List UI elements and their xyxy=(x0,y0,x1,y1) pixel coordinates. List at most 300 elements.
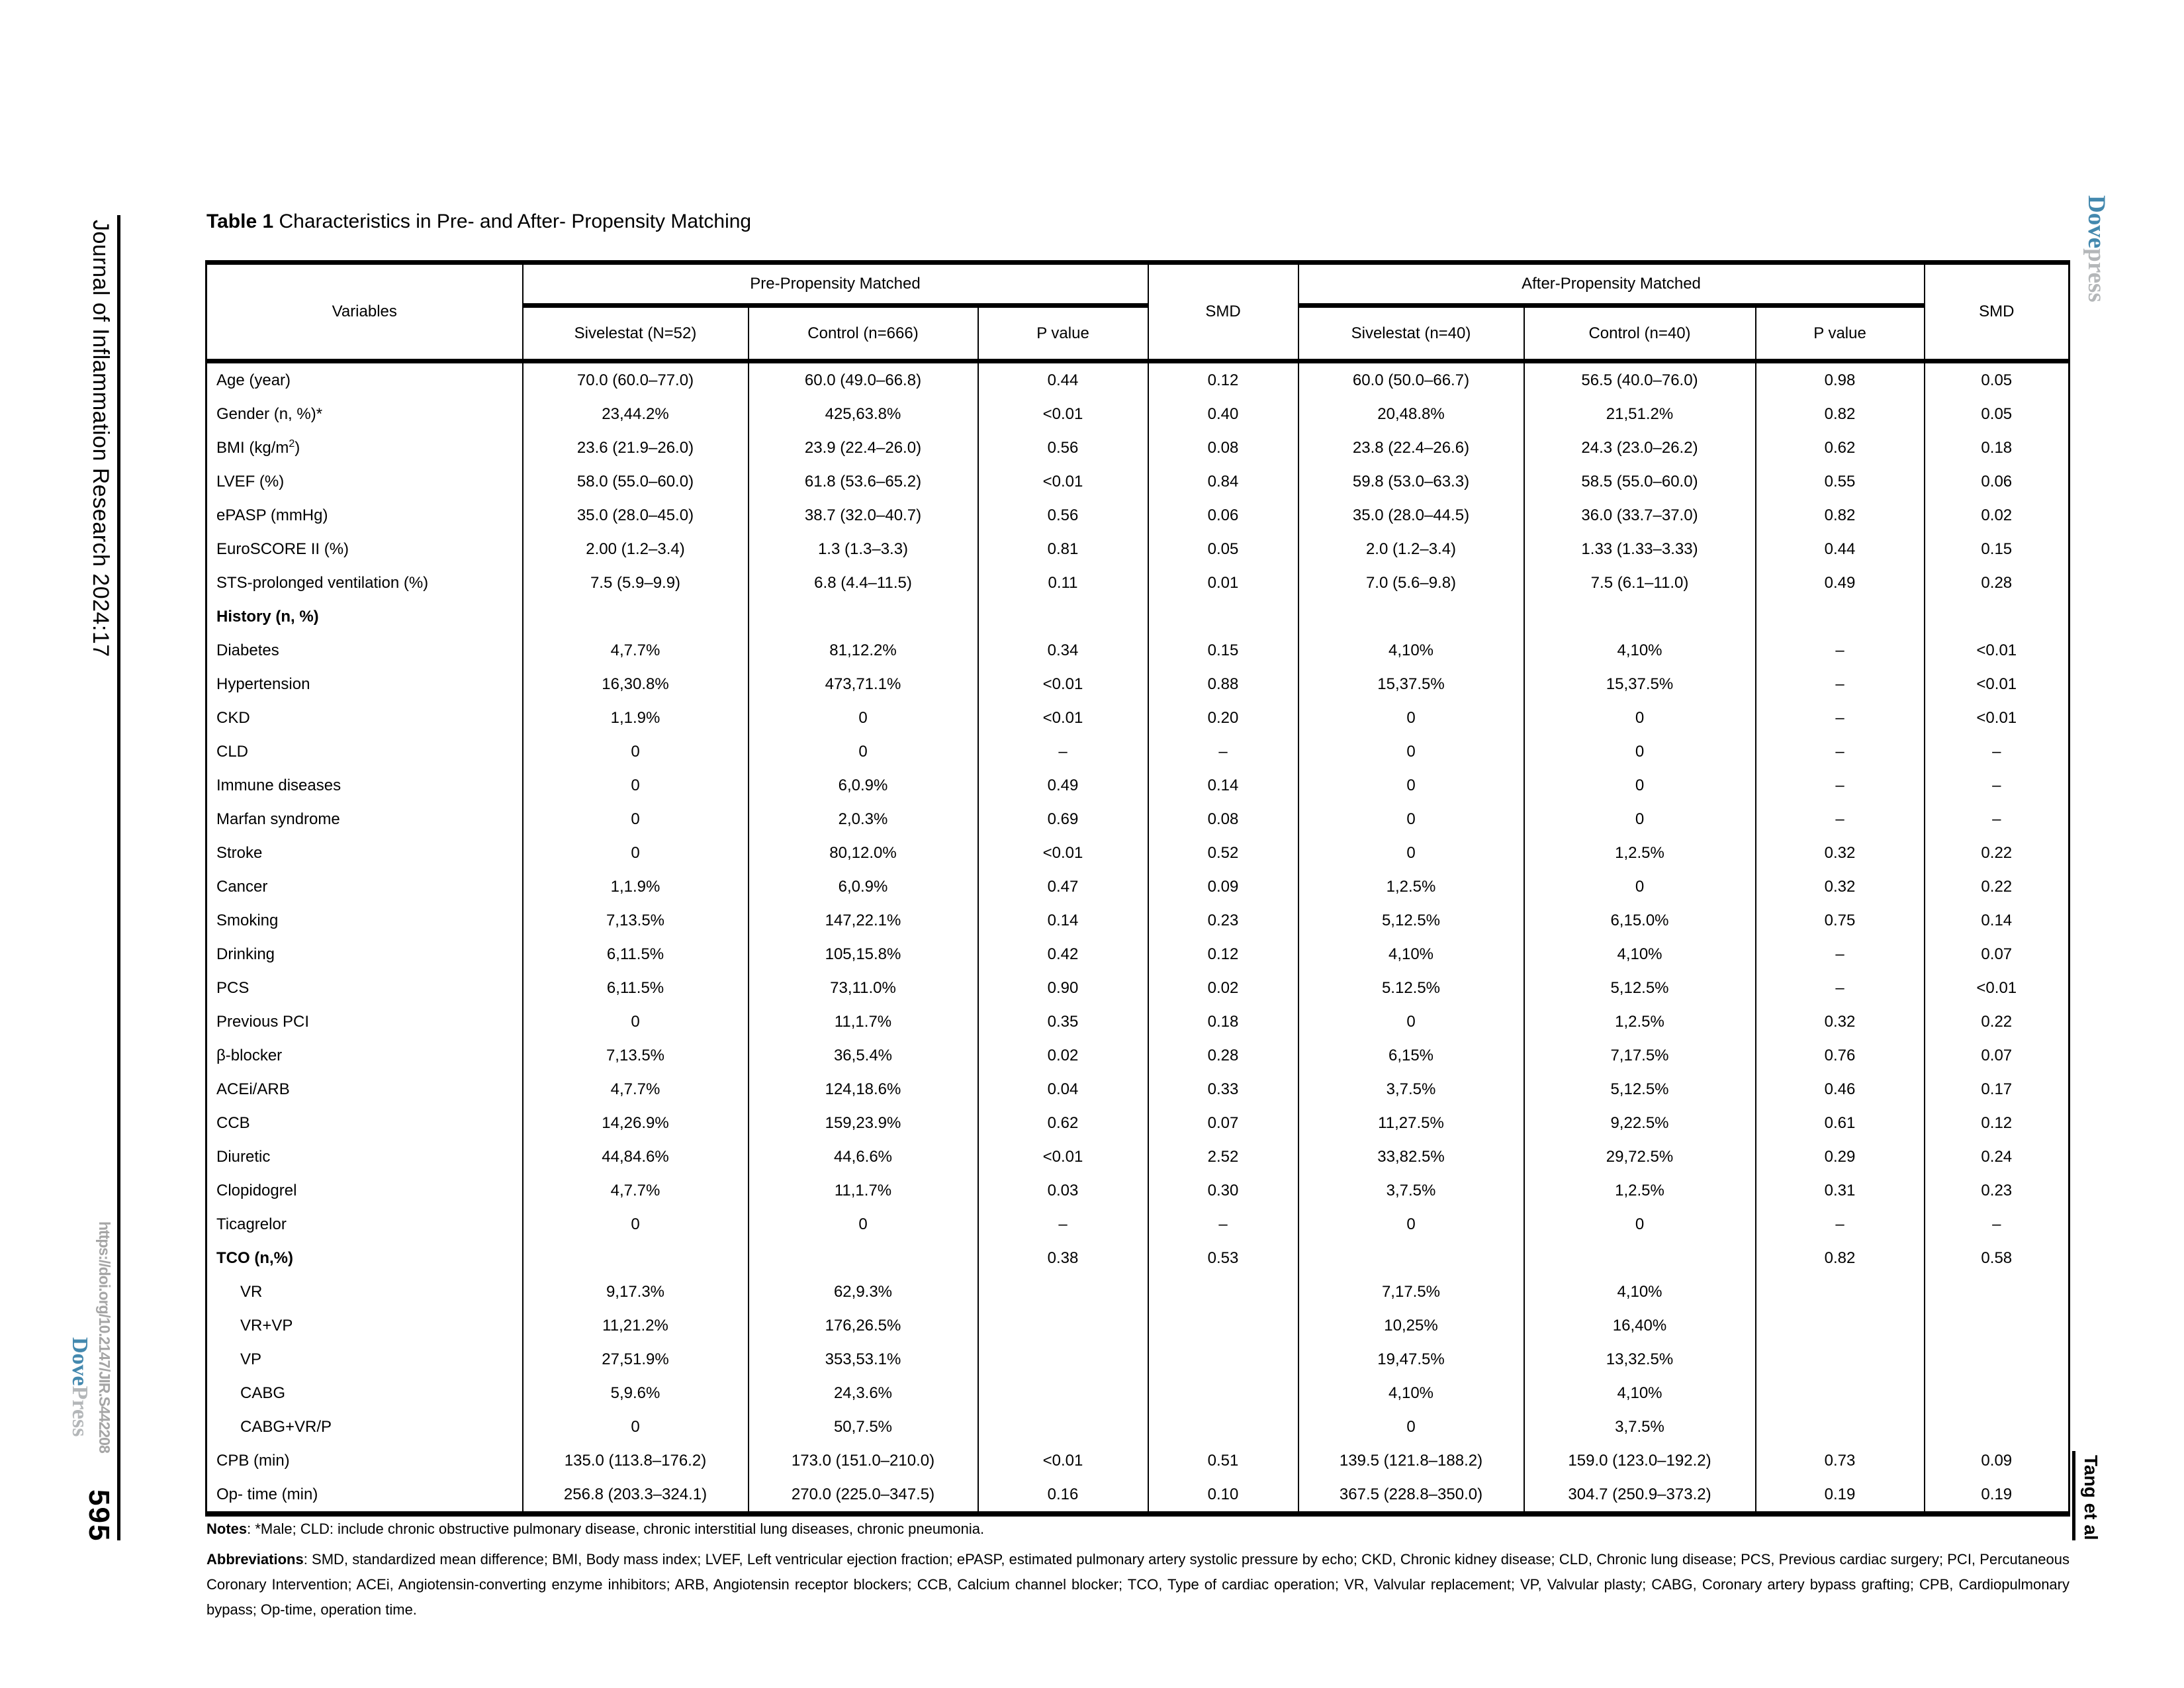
table-cell: 0.14 xyxy=(1925,904,2070,937)
table-row xyxy=(206,498,2070,532)
table-cell: 0.31 xyxy=(1756,1174,1925,1207)
table-row xyxy=(206,802,2070,836)
row-label: Op- time (min) xyxy=(206,1477,523,1514)
table-cell: 147,22.1% xyxy=(749,904,978,937)
table-cell: 73,11.0% xyxy=(749,971,978,1005)
table-row xyxy=(206,870,2070,904)
table-cell: 353,53.1% xyxy=(749,1342,978,1376)
table-cell: 0.46 xyxy=(1756,1072,1925,1106)
table-cell: 0.07 xyxy=(1925,937,2070,971)
notes-label: Notes xyxy=(206,1521,248,1537)
running-head-rule xyxy=(2072,1451,2075,1540)
table-cell: 60.0 (49.0–66.8) xyxy=(749,361,978,398)
table-cell: – xyxy=(1756,1207,1925,1241)
table-cell: <0.01 xyxy=(978,667,1148,701)
table-cell: 367.5 (228.8–350.0) xyxy=(1298,1477,1524,1514)
table-cell: 0.02 xyxy=(1925,498,2070,532)
table-cell: 35.0 (28.0–44.5) xyxy=(1298,498,1524,532)
table-cell xyxy=(1148,1342,1298,1376)
table-row xyxy=(206,735,2070,769)
table-cell: 0.08 xyxy=(1148,802,1298,836)
table-cell: 159,23.9% xyxy=(749,1106,978,1140)
table-cell: 0.08 xyxy=(1148,431,1298,465)
table-cell: 0.23 xyxy=(1925,1174,2070,1207)
table-cell: <0.01 xyxy=(978,465,1148,498)
table-row xyxy=(206,1039,2070,1072)
table-cell xyxy=(1524,1241,1756,1275)
table-cell: – xyxy=(1925,769,2070,802)
table-cell: 0.33 xyxy=(1148,1072,1298,1106)
table-cell: 0.32 xyxy=(1756,836,1925,870)
table-cell: 0.18 xyxy=(1148,1005,1298,1039)
table-cell xyxy=(1524,600,1756,633)
table-cell: 3,7.5% xyxy=(1298,1174,1524,1207)
table-cell: 2.52 xyxy=(1148,1140,1298,1174)
row-label: LVEF (%) xyxy=(206,465,523,498)
table-cell: 0.02 xyxy=(1148,971,1298,1005)
row-label: CCB xyxy=(206,1106,523,1140)
table-cell: 0.61 xyxy=(1756,1106,1925,1140)
table-cell: 124,18.6% xyxy=(749,1072,978,1106)
table-cell: – xyxy=(1925,802,2070,836)
table-cell: – xyxy=(1148,735,1298,769)
table-cell: 5,12.5% xyxy=(1524,1072,1756,1106)
row-label: Age (year) xyxy=(206,361,523,398)
table-cell: 21,51.2% xyxy=(1524,397,1756,431)
table-row xyxy=(206,633,2070,667)
table-cell: 5,9.6% xyxy=(523,1376,749,1410)
table-cell xyxy=(1148,1410,1298,1444)
table-cell: 59.8 (53.0–63.3) xyxy=(1298,465,1524,498)
table-cell: 0 xyxy=(523,1410,749,1444)
table-cell: 0 xyxy=(523,1005,749,1039)
table-row xyxy=(206,1410,2070,1444)
table-cell xyxy=(749,600,978,633)
table-cell: 304.7 (250.9–373.2) xyxy=(1524,1477,1756,1514)
table-cell: 0 xyxy=(749,1207,978,1241)
table-cell: 0.15 xyxy=(1925,532,2070,566)
table-row xyxy=(206,1174,2070,1207)
table-cell: 0.03 xyxy=(978,1174,1148,1207)
row-label: TCO (n,%) xyxy=(206,1241,523,1275)
table-cell: 0.88 xyxy=(1148,667,1298,701)
row-label: Ticagrelor xyxy=(206,1207,523,1241)
publisher-logo-top-press: press xyxy=(2083,248,2110,303)
table-cell: 0.34 xyxy=(978,633,1148,667)
table-cell: 2.0 (1.2–3.4) xyxy=(1298,532,1524,566)
table-row xyxy=(206,1072,2070,1106)
table-row xyxy=(206,1275,2070,1309)
table-cell: 135.0 (113.8–176.2) xyxy=(523,1444,749,1477)
table-cell: 1,2.5% xyxy=(1524,836,1756,870)
table-cell: 0.47 xyxy=(978,870,1148,904)
table-cell: 56.5 (40.0–76.0) xyxy=(1524,361,1756,398)
row-label: STS-prolonged ventilation (%) xyxy=(206,566,523,600)
table-cell: 29,72.5% xyxy=(1524,1140,1756,1174)
table-cell: 0 xyxy=(1298,1207,1524,1241)
row-label: Smoking xyxy=(206,904,523,937)
table-cell: 0.23 xyxy=(1148,904,1298,937)
table-cell: 105,15.8% xyxy=(749,937,978,971)
table-cell: 0 xyxy=(1298,836,1524,870)
table-row xyxy=(206,1241,2070,1275)
table-cell: 0.19 xyxy=(1756,1477,1925,1514)
table-title xyxy=(206,211,751,233)
table-cell: 0.49 xyxy=(1756,566,1925,600)
row-label: VR xyxy=(206,1275,523,1309)
table-cell: 4,10% xyxy=(1524,633,1756,667)
notes-line xyxy=(206,1519,2070,1539)
table-header xyxy=(206,263,2070,361)
table-cell: 7,17.5% xyxy=(1524,1039,1756,1072)
abbreviations-label: Abbreviations xyxy=(206,1551,304,1568)
table-cell xyxy=(1925,1342,2070,1376)
table-cell: 0.51 xyxy=(1148,1444,1298,1477)
header-sivelestat-after: Sivelestat (n=40) xyxy=(1298,306,1524,361)
table-cell xyxy=(749,1241,978,1275)
table-cell: – xyxy=(1756,701,1925,735)
table-cell: 0 xyxy=(1524,769,1756,802)
table-row xyxy=(206,1342,2070,1376)
table-cell: 27,51.9% xyxy=(523,1342,749,1376)
table-cell xyxy=(523,1241,749,1275)
table-cell: – xyxy=(1756,937,1925,971)
table-cell: 10,25% xyxy=(1298,1309,1524,1342)
row-label: Cancer xyxy=(206,870,523,904)
table-cell: 1,1.9% xyxy=(523,701,749,735)
table-cell: 0.82 xyxy=(1756,498,1925,532)
table-cell xyxy=(1148,1376,1298,1410)
table-cell: 0.90 xyxy=(978,971,1148,1005)
table-cell: 0 xyxy=(749,735,978,769)
table-cell: 0.09 xyxy=(1925,1444,2070,1477)
running-head: Tang et al xyxy=(2081,1455,2101,1540)
table-cell: 1,2.5% xyxy=(1298,870,1524,904)
table-cell xyxy=(978,1376,1148,1410)
table-cell: 0.02 xyxy=(978,1039,1148,1072)
table-cell: 0.32 xyxy=(1756,870,1925,904)
table-cell: 0.07 xyxy=(1925,1039,2070,1072)
table-cell: 0.17 xyxy=(1925,1072,2070,1106)
table-cell: 24,3.6% xyxy=(749,1376,978,1410)
table-cell: 16,40% xyxy=(1524,1309,1756,1342)
table-cell: 0.62 xyxy=(978,1106,1148,1140)
table-cell: – xyxy=(1756,971,1925,1005)
table-cell: – xyxy=(1148,1207,1298,1241)
abbreviations-line xyxy=(206,1547,2070,1622)
table-cell: <0.01 xyxy=(978,701,1148,735)
table-cell: – xyxy=(1756,769,1925,802)
header-control-pre: Control (n=666) xyxy=(749,306,978,361)
row-label: History (n, %) xyxy=(206,600,523,633)
table-cell: 0.42 xyxy=(978,937,1148,971)
table-row xyxy=(206,1444,2070,1477)
table-cell: 0.82 xyxy=(1756,1241,1925,1275)
table-cell: 0.82 xyxy=(1756,397,1925,431)
publisher-logo-dove: Dove xyxy=(68,1337,92,1386)
header-control-after: Control (n=40) xyxy=(1524,306,1756,361)
table-cell: 0.38 xyxy=(978,1241,1148,1275)
table-cell: 0.69 xyxy=(978,802,1148,836)
table-cell: – xyxy=(1756,667,1925,701)
table-cell xyxy=(1756,1410,1925,1444)
table-cell: 0.12 xyxy=(1148,361,1298,398)
table-row xyxy=(206,769,2070,802)
table-cell: 0.58 xyxy=(1925,1241,2070,1275)
table-cell: 7.0 (5.6–9.8) xyxy=(1298,566,1524,600)
table-cell: 0 xyxy=(1298,735,1524,769)
table-cell: 139.5 (121.8–188.2) xyxy=(1298,1444,1524,1477)
table-cell xyxy=(1148,1275,1298,1309)
table-cell: 1.3 (1.3–3.3) xyxy=(749,532,978,566)
table-cell: 0 xyxy=(1298,701,1524,735)
table-row xyxy=(206,431,2070,465)
table-cell xyxy=(1925,1410,2070,1444)
table-cell: 0.09 xyxy=(1148,870,1298,904)
table-cell: <0.01 xyxy=(978,1444,1148,1477)
table-cell: 19,47.5% xyxy=(1298,1342,1524,1376)
row-label: EuroSCORE II (%) xyxy=(206,532,523,566)
table-cell: <0.01 xyxy=(1925,667,2070,701)
table-cell: 0.15 xyxy=(1148,633,1298,667)
table-cell: 0.22 xyxy=(1925,836,2070,870)
header-group-after: After-Propensity Matched xyxy=(1298,263,1925,306)
table-cell: 0.40 xyxy=(1148,397,1298,431)
table-cell: 425,63.8% xyxy=(749,397,978,431)
table-cell: 15,37.5% xyxy=(1298,667,1524,701)
table-cell: 0 xyxy=(523,1207,749,1241)
table-cell: 4,7.7% xyxy=(523,633,749,667)
table-cell: 0.30 xyxy=(1148,1174,1298,1207)
table-cell: 7.5 (5.9–9.9) xyxy=(523,566,749,600)
row-label: ePASP (mmHg) xyxy=(206,498,523,532)
table-cell xyxy=(1756,1275,1925,1309)
table-cell xyxy=(978,600,1148,633)
table-cell: 0.62 xyxy=(1756,431,1925,465)
table-cell: 0 xyxy=(1524,870,1756,904)
table-cell xyxy=(1925,1275,2070,1309)
table-row xyxy=(206,1140,2070,1174)
table-cell xyxy=(1756,1376,1925,1410)
row-label: β-blocker xyxy=(206,1039,523,1072)
table-cell: 0.12 xyxy=(1148,937,1298,971)
table-cell: 0.22 xyxy=(1925,870,2070,904)
table-cell: 58.0 (55.0–60.0) xyxy=(523,465,749,498)
table-cell: 0.20 xyxy=(1148,701,1298,735)
table-cell: 0.06 xyxy=(1925,465,2070,498)
table-cell: 70.0 (60.0–77.0) xyxy=(523,361,749,398)
table-cell: 1,1.9% xyxy=(523,870,749,904)
table-cell xyxy=(1756,1309,1925,1342)
table-row xyxy=(206,532,2070,566)
row-label: CPB (min) xyxy=(206,1444,523,1477)
table-cell xyxy=(1925,600,2070,633)
table-body xyxy=(206,361,2070,1515)
table-row xyxy=(206,701,2070,735)
table-cell: 60.0 (50.0–66.7) xyxy=(1298,361,1524,398)
table-cell: 0.49 xyxy=(978,769,1148,802)
table-title-label: Table 1 xyxy=(206,211,274,232)
table-cell xyxy=(978,1275,1148,1309)
table-cell: 36.0 (33.7–37.0) xyxy=(1524,498,1756,532)
table-cell: 159.0 (123.0–192.2) xyxy=(1524,1444,1756,1477)
table-cell: 6,11.5% xyxy=(523,971,749,1005)
table-row xyxy=(206,1005,2070,1039)
table-cell: 5.12.5% xyxy=(1298,971,1524,1005)
table-cell: 270.0 (225.0–347.5) xyxy=(749,1477,978,1514)
table-cell: 5,12.5% xyxy=(1524,971,1756,1005)
table-cell: 0 xyxy=(1524,802,1756,836)
table-cell: 1,2.5% xyxy=(1524,1005,1756,1039)
table-cell: 0.44 xyxy=(1756,532,1925,566)
table-cell: 23.9 (22.4–26.0) xyxy=(749,431,978,465)
table-cell: 5,12.5% xyxy=(1298,904,1524,937)
table-cell xyxy=(1298,1241,1524,1275)
characteristics-table xyxy=(205,260,2070,1517)
table-cell: – xyxy=(1756,802,1925,836)
table-cell: 0.29 xyxy=(1756,1140,1925,1174)
table-cell: 0.05 xyxy=(1925,397,2070,431)
table-cell: 0.28 xyxy=(1925,566,2070,600)
table-cell: 0.11 xyxy=(978,566,1148,600)
row-label: BMI $(kg/m^2)$ xyxy=(206,431,523,465)
table-cell: 0.28 xyxy=(1148,1039,1298,1072)
table-cell: 33,82.5% xyxy=(1298,1140,1524,1174)
table-cell: 0 xyxy=(1298,802,1524,836)
publisher-logo-press: Press xyxy=(68,1385,92,1437)
header-smd-after: SMD xyxy=(1925,263,2070,361)
table-cell: <0.01 xyxy=(1925,633,2070,667)
table-cell: – xyxy=(1925,735,2070,769)
table-cell: 0.56 xyxy=(978,498,1148,532)
table-cell: 7.5 (6.1–11.0) xyxy=(1524,566,1756,600)
table-row xyxy=(206,397,2070,431)
table-cell: – xyxy=(1756,735,1925,769)
table-row xyxy=(206,361,2070,398)
doi-link[interactable]: https://doi.org/10.2147/JIR.S442208 xyxy=(96,1221,113,1453)
table-cell: 473,71.1% xyxy=(749,667,978,701)
table-cell: 6,15% xyxy=(1298,1039,1524,1072)
table-cell: 4,7.7% xyxy=(523,1174,749,1207)
table-cell: 0 xyxy=(1524,735,1756,769)
row-label: Drinking xyxy=(206,937,523,971)
table-cell: 20,48.8% xyxy=(1298,397,1524,431)
table-cell xyxy=(978,1410,1148,1444)
table-cell: 3,7.5% xyxy=(1524,1410,1756,1444)
table-cell: 0 xyxy=(749,701,978,735)
table-row xyxy=(206,971,2070,1005)
table-cell: 15,37.5% xyxy=(1524,667,1756,701)
table-cell xyxy=(1298,600,1524,633)
table-row xyxy=(206,1376,2070,1410)
table-cell: 0 xyxy=(1298,769,1524,802)
table-header-group-row xyxy=(206,263,2070,306)
table-cell: 3,7.5% xyxy=(1298,1072,1524,1106)
table-cell: 0.98 xyxy=(1756,361,1925,398)
table-cell: 0 xyxy=(1524,701,1756,735)
row-label: CKD xyxy=(206,701,523,735)
table-cell: 0 xyxy=(1298,1410,1524,1444)
table-cell: 0.01 xyxy=(1148,566,1298,600)
row-label: Gender (n, %)* xyxy=(206,397,523,431)
table-cell: 13,32.5% xyxy=(1524,1342,1756,1376)
notes-block xyxy=(206,1519,2070,1622)
row-label: CLD xyxy=(206,735,523,769)
table-cell: 0.75 xyxy=(1756,904,1925,937)
header-group-pre: Pre-Propensity Matched xyxy=(523,263,1148,306)
table-cell: 4,10% xyxy=(1298,1376,1524,1410)
table-cell: 0.14 xyxy=(978,904,1148,937)
table-cell: 44,6.6% xyxy=(749,1140,978,1174)
header-variables: Variables xyxy=(206,263,523,361)
table-cell: 4,7.7% xyxy=(523,1072,749,1106)
table-cell: 0.14 xyxy=(1148,769,1298,802)
table-cell: 0.12 xyxy=(1925,1106,2070,1140)
row-label: VP xyxy=(206,1342,523,1376)
table-cell xyxy=(1756,600,1925,633)
row-label: Clopidogrel xyxy=(206,1174,523,1207)
table-cell: 0.32 xyxy=(1756,1005,1925,1039)
row-label: VR+VP xyxy=(206,1309,523,1342)
table-cell: 0.52 xyxy=(1148,836,1298,870)
table-cell: 7,13.5% xyxy=(523,904,749,937)
table-cell: 256.8 (203.3–324.1) xyxy=(523,1477,749,1514)
journal-name-vertical: Journal of Inflammation Research 2024:17 xyxy=(88,220,113,657)
row-label: PCS xyxy=(206,971,523,1005)
table-cell: 24.3 (23.0–26.2) xyxy=(1524,431,1756,465)
table-cell: 0.04 xyxy=(978,1072,1148,1106)
table-cell: 0.44 xyxy=(978,361,1148,398)
table-cell: 4,10% xyxy=(1524,1376,1756,1410)
table-cell: – xyxy=(1925,1207,2070,1241)
table-cell: 0 xyxy=(523,802,749,836)
table-cell: 0.07 xyxy=(1148,1106,1298,1140)
table-cell xyxy=(1148,1309,1298,1342)
table-cell: 0.05 xyxy=(1925,361,2070,398)
table-row xyxy=(206,600,2070,633)
table-cell: 11,21.2% xyxy=(523,1309,749,1342)
table-cell: 0 xyxy=(523,836,749,870)
table-cell: – xyxy=(1756,633,1925,667)
page-number: 595 xyxy=(83,1489,115,1542)
table-cell: 9,22.5% xyxy=(1524,1106,1756,1140)
row-label: ACEi/ARB xyxy=(206,1072,523,1106)
table-cell: 6,15.0% xyxy=(1524,904,1756,937)
table-cell: 23.6 (21.9–26.0) xyxy=(523,431,749,465)
table-cell: 4,10% xyxy=(1524,937,1756,971)
table-row xyxy=(206,1309,2070,1342)
table-cell xyxy=(523,600,749,633)
table-cell: 14,26.9% xyxy=(523,1106,749,1140)
table-cell: 0.05 xyxy=(1148,532,1298,566)
table-cell: <0.01 xyxy=(978,397,1148,431)
table-cell: 0.16 xyxy=(978,1477,1148,1514)
table-cell: 1,2.5% xyxy=(1524,1174,1756,1207)
table-cell: 0.06 xyxy=(1148,498,1298,532)
table-cell: 35.0 (28.0–45.0) xyxy=(523,498,749,532)
table-row xyxy=(206,1207,2070,1241)
row-label: Marfan syndrome xyxy=(206,802,523,836)
table-cell: <0.01 xyxy=(1925,971,2070,1005)
table-cell: 38.7 (32.0–40.7) xyxy=(749,498,978,532)
notes-text: : *Male; CLD: include chronic obstructive pulmonary disease, chronic interstitial lung diseases, chronic pneumonia. xyxy=(247,1521,985,1537)
table-cell: 62,9.3% xyxy=(749,1275,978,1309)
table-cell: 0.73 xyxy=(1756,1444,1925,1477)
header-smd-pre: SMD xyxy=(1148,263,1298,361)
row-label: Stroke xyxy=(206,836,523,870)
row-label: CABG+VR/P xyxy=(206,1410,523,1444)
table-cell: – xyxy=(978,735,1148,769)
